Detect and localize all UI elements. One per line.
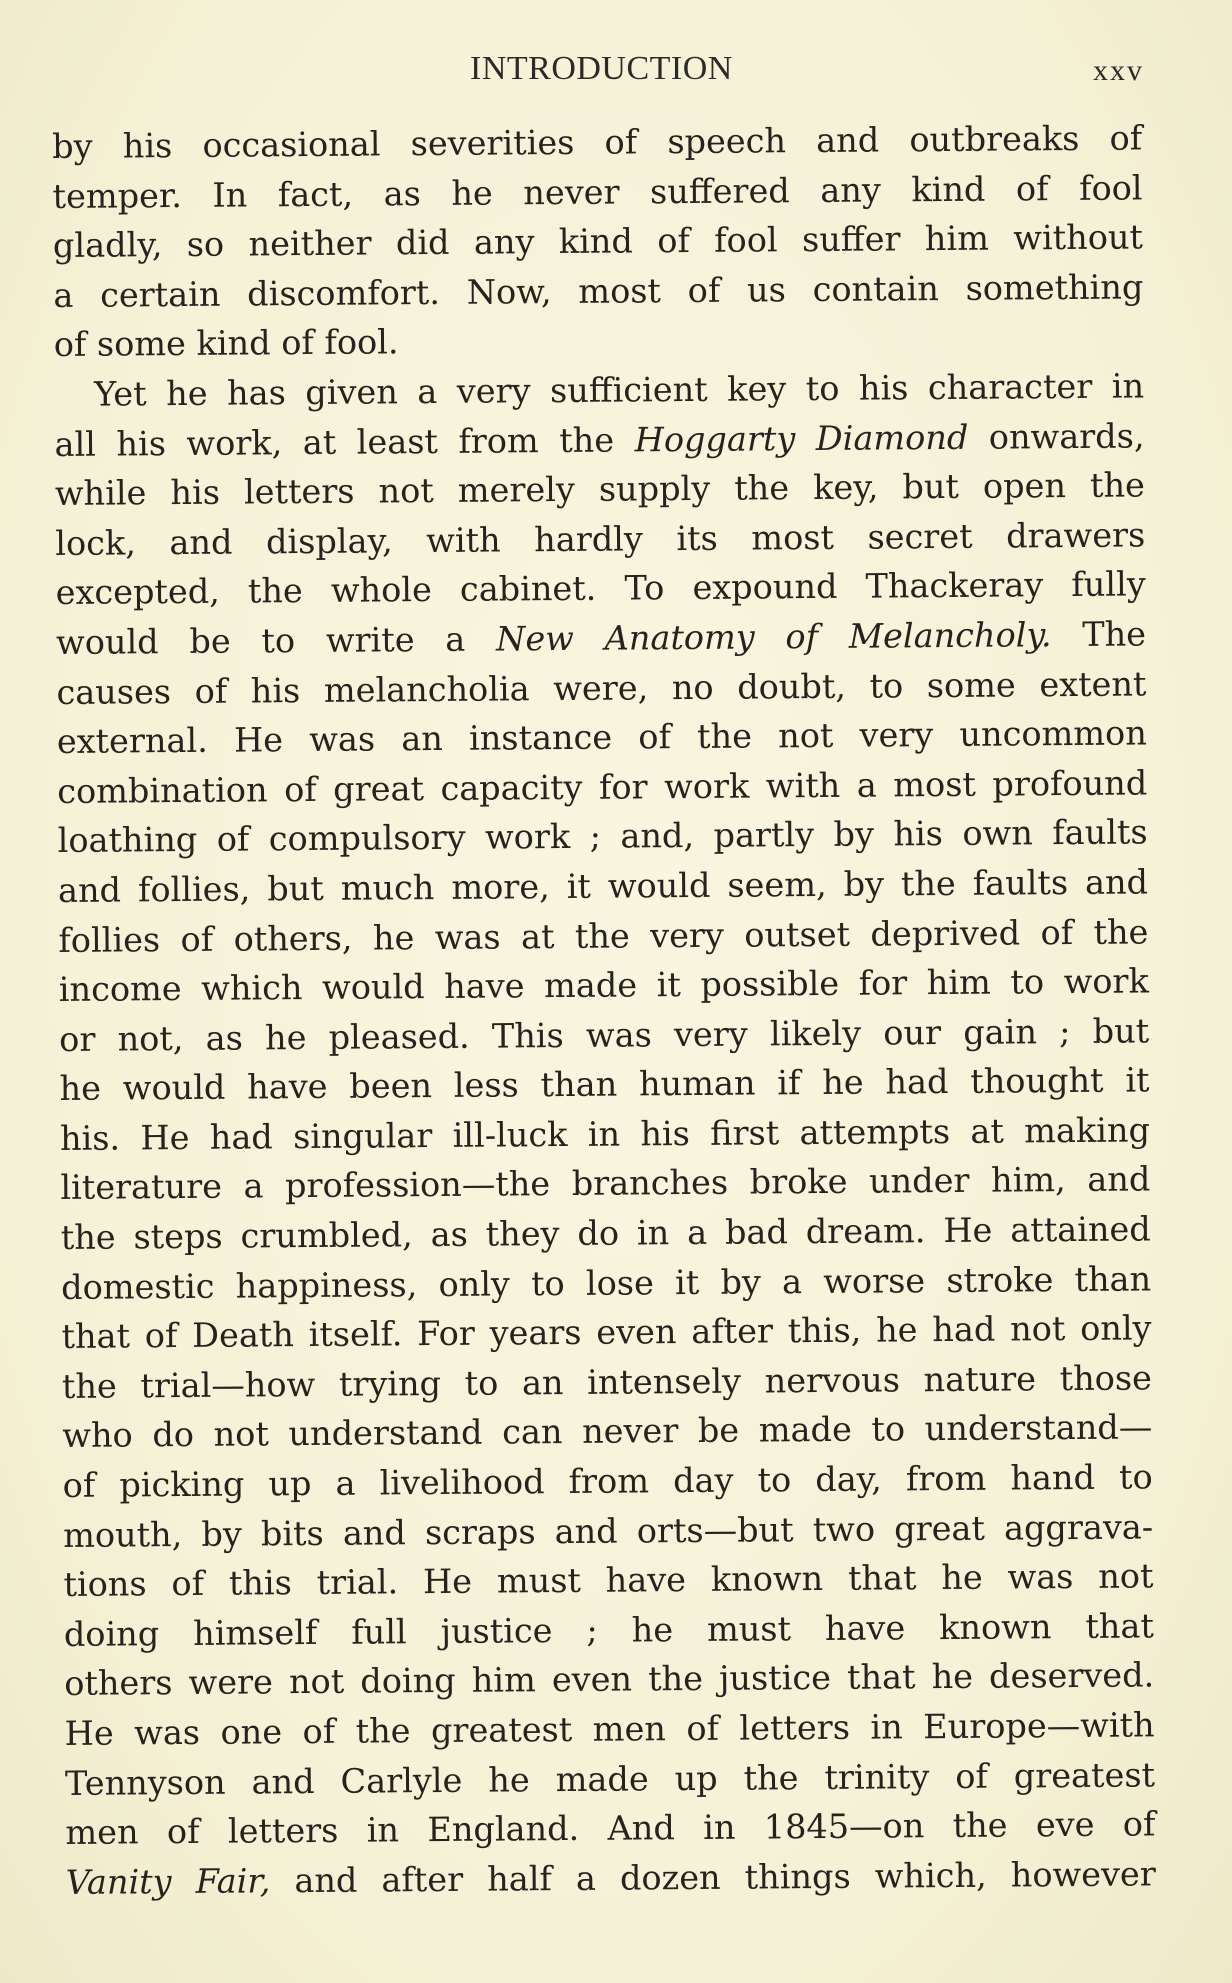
italic-title-new-anatomy: New Anatomy of Melancholy. (495, 615, 1052, 659)
text-fragment: would be to write a (55, 619, 497, 662)
text-line: gladly, so neither did any kind of fool suffer him without (52, 217, 1144, 266)
text-line: external. He was an instance of the not very uncommon (56, 713, 1147, 762)
text-line: excepted, the whole cabinet. To expound Thackeray fully (55, 564, 1146, 613)
body-text (52, 113, 1156, 1907)
text-line: follies of others, he was at the very outset deprived of the (58, 911, 1149, 960)
text-line: his. He had singular ill-luck in his first attempts at making (59, 1110, 1151, 1158)
text-line (66, 1849, 1156, 1907)
text-line: literature a profession—the branches broke under him, and (60, 1159, 1151, 1208)
page-number: xxv (1093, 54, 1144, 87)
text-line: combination of great capacity for work with a most profound (57, 763, 1148, 811)
paragraph-2 (54, 361, 1156, 1907)
text-line (54, 411, 1144, 469)
text-line (56, 609, 1146, 667)
text-line: the steps crumbled, as they do in a bad dream. He attained (60, 1209, 1151, 1258)
text-line: or not, as he pleased. This was very likely our gain ; but (59, 1011, 1150, 1059)
text-line: tions of this trial. He must have known that he was not (63, 1556, 1154, 1605)
text-line: He was one of the greatest men of letters in Europe—with (64, 1705, 1155, 1753)
text-line: Tennyson and Carlyle he made up the trinity of greatest (64, 1754, 1156, 1803)
text-fragment: and after half a dozen things which, however (270, 1854, 1156, 1901)
text-fragment: onwards, (968, 415, 1145, 457)
text-line: he would have been less than human if he had thought it (59, 1060, 1150, 1109)
text-line: that of Death itself. For years even after this, he had not only (61, 1308, 1152, 1357)
text-line: who do not understand can never be made to understand— (62, 1407, 1153, 1456)
text-line: and follies, but much more, it would seem, by the faults and (57, 862, 1149, 910)
text-fragment: all his work, at least from the (54, 419, 635, 464)
text-line: of some kind of fool. (53, 322, 399, 365)
italic-title-hoggarty-diamond: Hoggarty Diamond (634, 417, 969, 459)
text-line: loathing of compulsory work ; and, partly by his own faults (57, 812, 1148, 861)
text-line: while his letters not merely supply the key, but open the (54, 465, 1146, 514)
text-line: mouth, by bits and scraps and orts—but two great aggrava- (62, 1507, 1154, 1555)
paragraph-1 (52, 113, 1144, 370)
text-line: doing himself full justice ; he must have known that (63, 1606, 1154, 1654)
text-line: the trial—how trying to an intensely nervous nature those (61, 1358, 1153, 1406)
text-line: others were not doing him even the justice that he deserved. (64, 1655, 1155, 1704)
running-title: INTRODUCTION (470, 50, 733, 87)
text-fragment: The (1051, 614, 1147, 655)
text-line: of picking up a livelihood from day to day, from hand to (62, 1457, 1153, 1505)
text-line: domestic happiness, only to lose it by a worse stroke than (60, 1259, 1152, 1307)
text-line: income which would have made it possible for him to work (58, 961, 1149, 1010)
text-line: temper. In fact, as he never suffered any kind of fool (52, 168, 1143, 216)
text-line: lock, and display, with hardly its most secret drawers (55, 515, 1146, 563)
text-line: men of letters in England. And in 1845—on the eve of (65, 1804, 1156, 1853)
text-line: causes of his melancholia were, no doubt, to some extent (56, 663, 1147, 712)
text-line: Yet he has given a very sufficient key to his character in (93, 366, 1145, 414)
text-line: by his occasional severities of speech and outbreaks of (52, 118, 1143, 166)
italic-title-vanity-fair: Vanity Fair, (65, 1861, 271, 1902)
text-line: a certain discomfort. Now, most of us contain something (53, 267, 1144, 315)
